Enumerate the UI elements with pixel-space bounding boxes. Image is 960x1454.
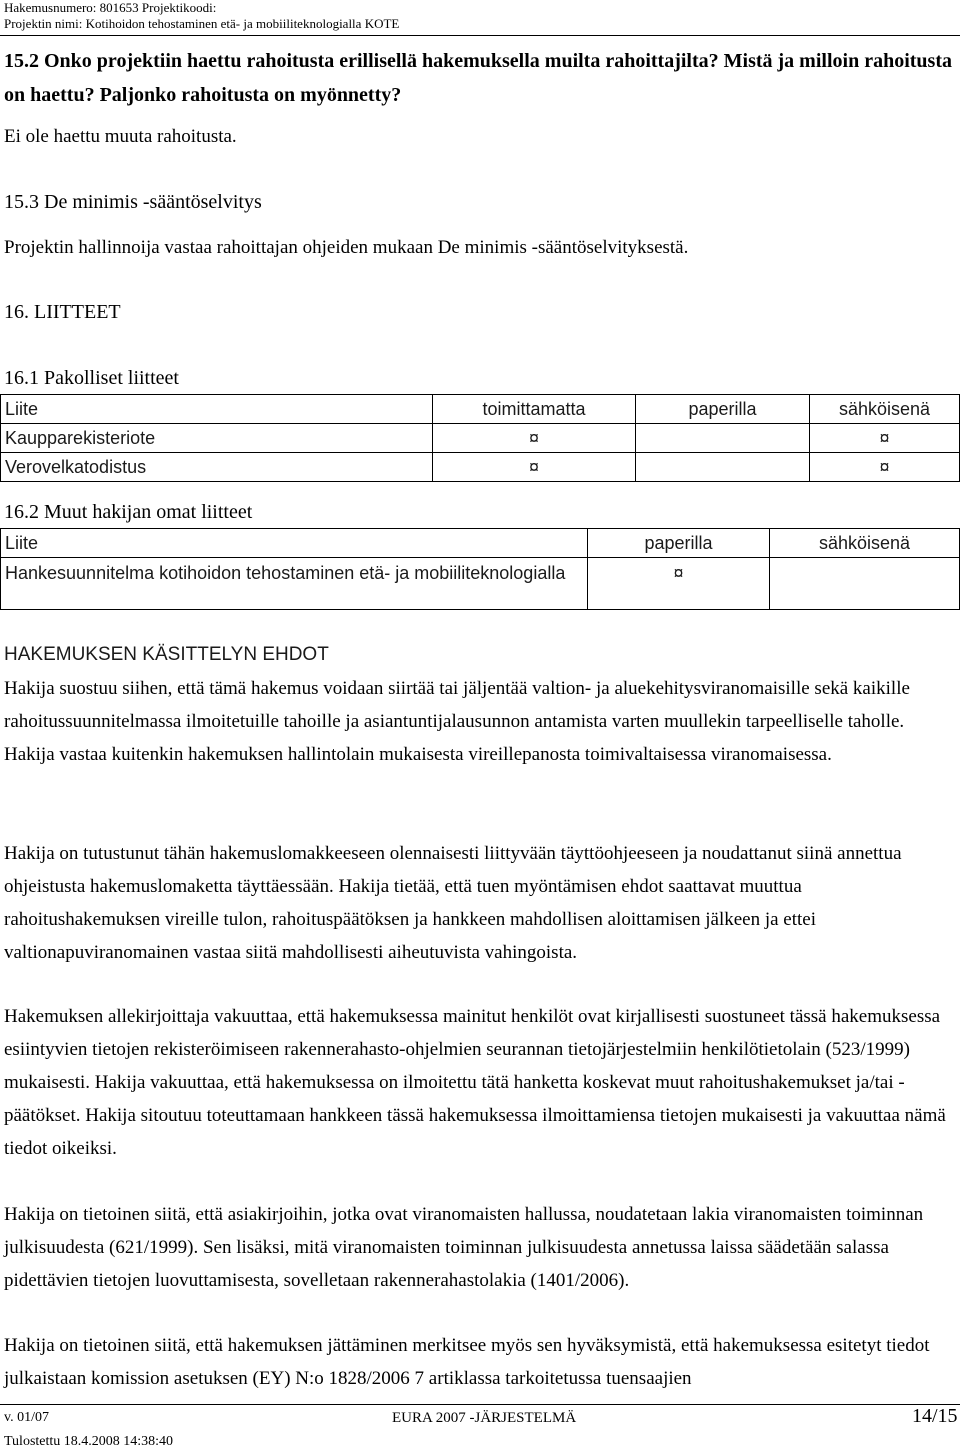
paperilla-mark: ¤ xyxy=(588,558,770,610)
section-15-2-heading: 15.2 Onko projektiin haettu rahoitusta erillisellä hakemuksella muilta rahoittajilta? Mistä ja milloin rahoitusta on haettu? Paljonko rahoitusta on myönnetty? xyxy=(4,50,952,106)
column-header-paperilla: paperilla xyxy=(588,529,770,558)
section-15-2-answer: Ei ole haettu muuta rahoitusta. xyxy=(4,126,237,147)
form-version: v. 01/07 xyxy=(4,1410,49,1425)
terms-heading: HAKEMUKSEN KÄSITTELYN EHDOT xyxy=(4,644,329,665)
system-name: EURA 2007 -JÄRJESTELMÄ xyxy=(392,1410,577,1426)
header-divider xyxy=(0,35,960,36)
section-16-heading: 16. LIITTEET xyxy=(4,301,121,323)
terms-paragraph-3: Hakemuksen allekirjoittaja vakuuttaa, että hakemuksessa mainitut henkilöt ovat kirjallisesti suostuneet tässä hakemuksessa esiintyvien tietojen rekisteröimiseen rakennerahasto-ohjelmien seurannan tietojärjestelmiin henkilötietolain (523/1999) mukaisesti. Hakija vakuuttaa, että hakemuksessa on ilmoitettu tätä hanketta koskevat muut rahoitushakemukset ja/tai -päätökset. Hakija sitoutuu toteuttamaan hankkeen tässä hakemuksessa ilmoittamiensa tietojen mukaisesti ja vakuuttaa nämä tiedot oikeiksi. xyxy=(4,1006,946,1159)
toimittamatta-mark: ¤ xyxy=(433,424,636,453)
sahkoisena-mark: ¤ xyxy=(810,424,960,453)
attachment-name: Hankesuunnitelma kotihoidon tehostaminen etä- ja mobiiliteknologialla xyxy=(1,558,588,610)
column-header-liite: Liite xyxy=(1,395,433,424)
column-header-toimittamatta: toimittamatta xyxy=(433,395,636,424)
sahkoisena-mark xyxy=(770,558,960,610)
other-attachments-table xyxy=(0,528,960,610)
terms-paragraph-1: Hakija suostuu siihen, että tämä hakemus voidaan siirtää tai jäljentää valtion- ja aluekehitysviranomaisille sekä kaikille rahoitussuunnitelmassa ilmoitetuille tahoille ja asiantuntijalausunnon antamista varten muullekin tarpeelliselle taholle. Hakija vastaa kuitenkin hakemuksen hallintolain mukaisesta vireillepanosta toimivaltaisessa viranomaisessa. xyxy=(4,678,910,765)
paperilla-mark xyxy=(636,453,810,482)
toimittamatta-mark: ¤ xyxy=(433,453,636,482)
column-header-sahkoisena: sähköisenä xyxy=(810,395,960,424)
section-16-2-heading: 16.2 Muut hakijan omat liitteet xyxy=(4,501,253,523)
paperilla-mark xyxy=(636,424,810,453)
document-header xyxy=(4,0,399,32)
section-15-3-heading: 15.3 De minimis -sääntöselvitys xyxy=(4,191,262,213)
column-header-paperilla: paperilla xyxy=(636,395,810,424)
table-row xyxy=(1,424,960,453)
table-header-row xyxy=(1,529,960,558)
column-header-sahkoisena: sähköisenä xyxy=(770,529,960,558)
sahkoisena-mark: ¤ xyxy=(810,453,960,482)
footer-divider xyxy=(0,1404,960,1405)
section-16-1-heading: 16.1 Pakolliset liitteet xyxy=(4,367,179,389)
section-15-3-text: Projektin hallinnoija vastaa rahoittajan ohjeiden mukaan De minimis -sääntöselvityksestä. xyxy=(4,237,689,258)
table-header-row xyxy=(1,395,960,424)
page-number: 14/15 xyxy=(912,1405,958,1427)
terms-paragraph-4: Hakija on tietoinen siitä, että asiakirjoihin, jotka ovat viranomaisten hallussa, noudatetaan lakia viranomaisten toiminnan julkisuudesta (621/1999). Sen lisäksi, mitä viranomaisten toiminnan julkisuudesta annetussa laissa säädetään salassa pidettävien tietojen luovuttamisesta, sovelletaan rakennerahastolakia (1401/2006). xyxy=(4,1204,924,1291)
table-row xyxy=(1,453,960,482)
terms-paragraph-2: Hakija on tutustunut tähän hakemuslomakkeeseen olennaisesti liittyvään täyttöohjeeseen ja noudattanut siinä annettua ohjeistusta hakemuslomaketta täyttäessään. Hakija tietää, että tuen myöntämisen ehdot saattavat muuttua rahoitushakemuksen vireille tulon, rahoituspäätöksen ja hankkeen mahdollisen aloittamisen jälkeen ja ettei valtionapuviranomainen vastaa siitä mahdollisesti aiheutuvista vahingoista. xyxy=(4,843,902,963)
column-header-liite: Liite xyxy=(1,529,588,558)
mandatory-attachments-table xyxy=(0,394,960,482)
attachment-name: Verovelkatodistus xyxy=(1,453,433,482)
print-timestamp: Tulostettu 18.4.2008 14:38:40 xyxy=(4,1434,174,1449)
project-name-line: Projektin nimi: Kotihoidon tehostaminen etä- ja mobiiliteknologialla KOTE xyxy=(4,16,400,31)
attachment-name: Kaupparekisteriote xyxy=(1,424,433,453)
application-number-line: Hakemusnumero: 801653 Projektikoodi: xyxy=(4,0,217,15)
terms-paragraph-5: Hakija on tietoinen siitä, että hakemuksen jättäminen merkitsee myös sen hyväksymistä, että hakemuksessa esitetyt tiedot julkaistaan komission asetuksen (EY) N:o 1828/2006 7 artiklassa tarkoitetussa tuensaajien xyxy=(4,1335,930,1389)
table-row xyxy=(1,558,960,610)
